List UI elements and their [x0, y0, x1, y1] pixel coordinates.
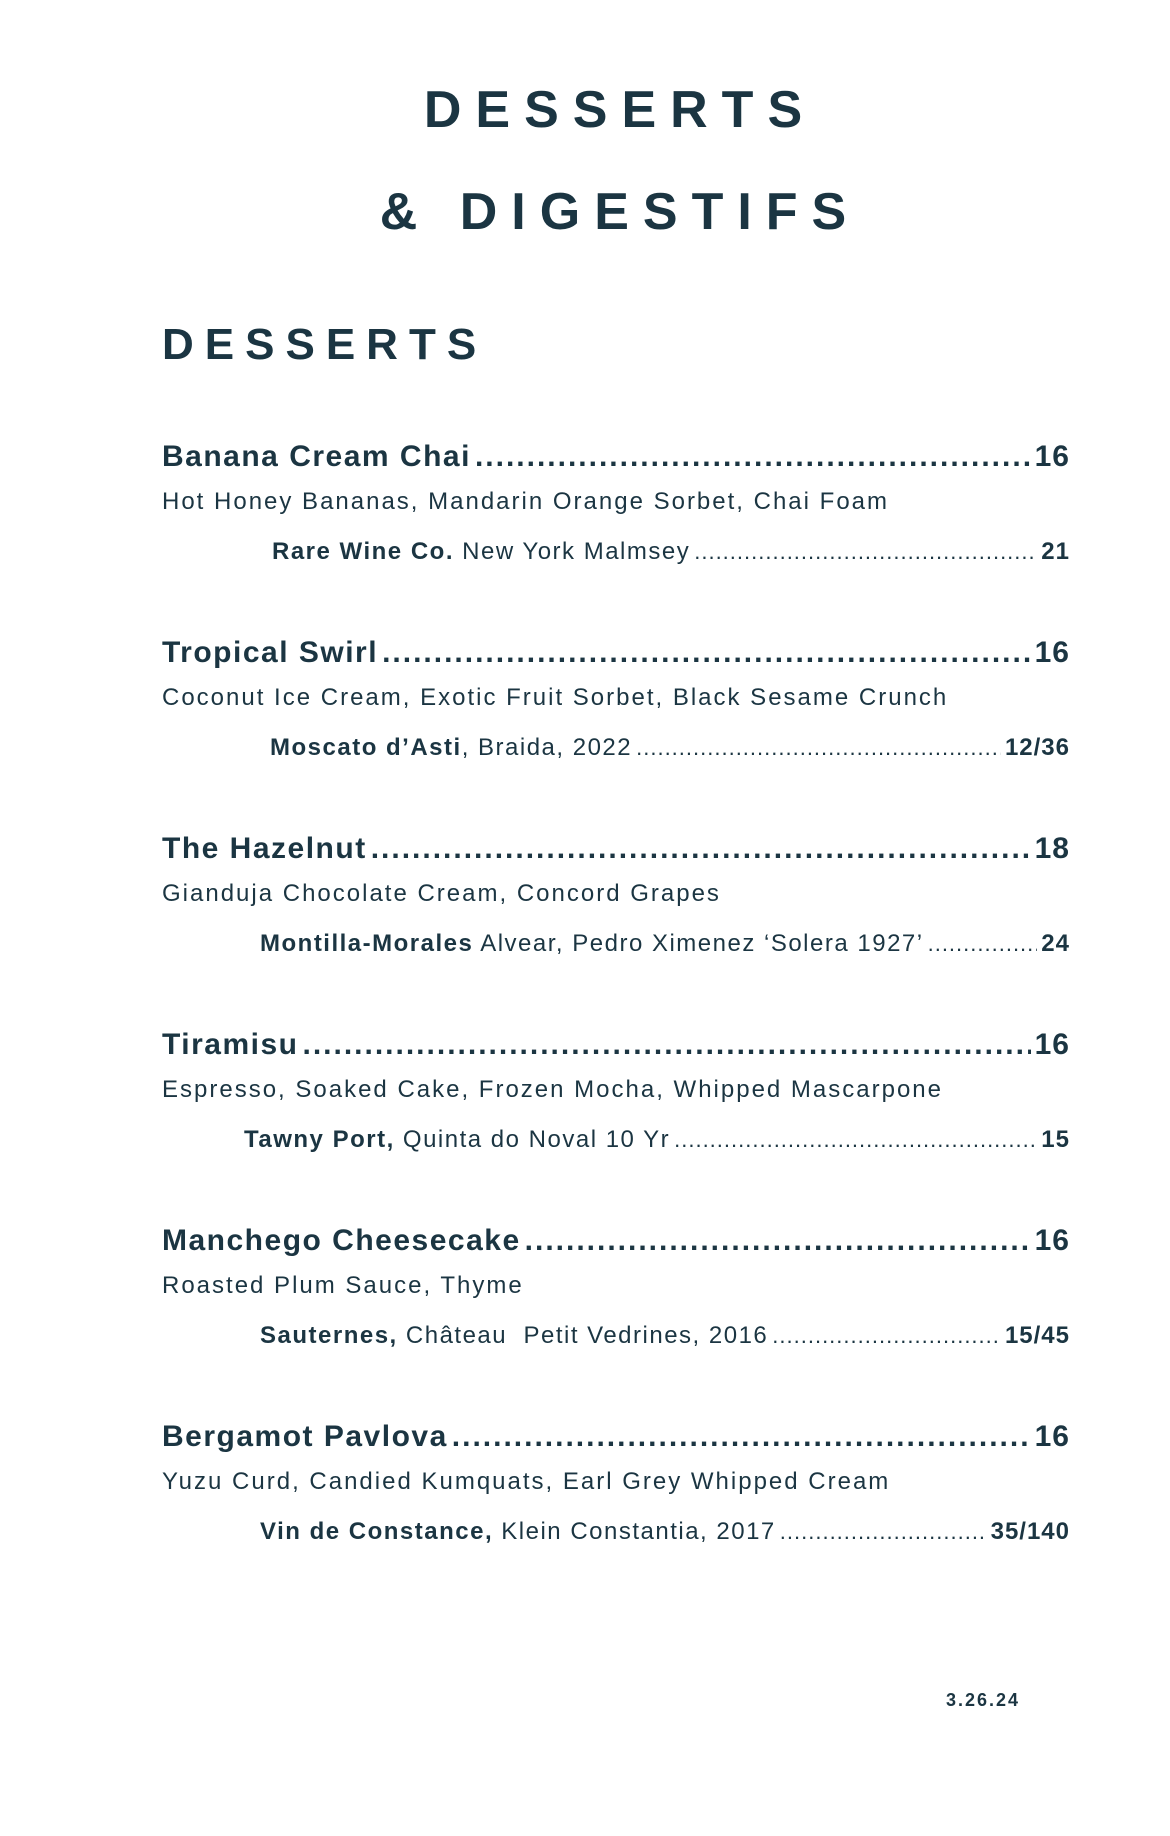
menu-item-name: The Hazelnut: [162, 832, 367, 865]
menu-item: [162, 440, 1070, 636]
leader-dots: [674, 1127, 1037, 1153]
menu-item: [162, 1224, 1070, 1420]
wine-pairing-row: [244, 1126, 1070, 1154]
menu-item: [162, 1420, 1070, 1616]
wine-pairing-row: [260, 1518, 1070, 1546]
pairing-detail: Château Petit Vedrines, 2016: [397, 1322, 769, 1349]
menu-item-description: Gianduja Chocolate Cream, Concord Grapes: [162, 880, 721, 907]
pairing-detail: , Braida, 2022: [461, 734, 633, 761]
menu-item-price: 18: [1034, 832, 1070, 865]
menu-item-description: Yuzu Curd, Candied Kumquats, Earl Grey Whipped Cream: [162, 1468, 891, 1495]
pairing-price: 24: [1041, 930, 1070, 957]
menu-item-name: Banana Cream Chai: [162, 440, 471, 473]
pairing-name: Tawny Port,: [244, 1126, 395, 1153]
pairing-name: Rare Wine Co.: [272, 538, 454, 565]
menu-item-name: Manchego Cheesecake: [162, 1224, 521, 1257]
menu-item-description: Hot Honey Bananas, Mandarin Orange Sorbet, Chai Foam: [162, 488, 890, 515]
wine-pairing-row: [272, 538, 1070, 566]
menu-item: [162, 636, 1070, 832]
menu-item-row: [162, 636, 1070, 670]
leader-dots: [303, 1028, 1031, 1062]
pairing-price: 15/45: [1004, 1322, 1070, 1349]
page-title-line-2: & DIGESTIFS: [379, 183, 861, 241]
menu-item-price: 16: [1034, 440, 1070, 473]
leader-dots: [382, 636, 1031, 670]
pairing-detail: Klein Constantia, 2017: [493, 1518, 776, 1545]
leader-dots: [636, 735, 1001, 761]
menu-item-description: Espresso, Soaked Cake, Frozen Mocha, Whipped Mascarpone: [162, 1076, 944, 1103]
menu-item-name: Tiramisu: [162, 1028, 299, 1061]
menu-date: 3.26.24: [946, 1690, 1021, 1710]
leader-dots: [694, 539, 1037, 565]
leader-dots: [475, 440, 1031, 474]
menu-item-row: [162, 1224, 1070, 1258]
menu-item-row: [162, 832, 1070, 866]
wine-pairing-row: [270, 734, 1070, 762]
menu-item-description: Coconut Ice Cream, Exotic Fruit Sorbet, Black Sesame Crunch: [162, 684, 949, 711]
leader-dots: [928, 931, 1038, 957]
pairing-price: 35/140: [990, 1518, 1070, 1545]
dessert-menu-list: [162, 440, 1070, 1616]
page-title-line-1: DESSERTS: [423, 81, 817, 139]
wine-pairing-row: [260, 930, 1070, 958]
menu-item-price: 16: [1034, 1028, 1070, 1061]
wine-pairing-row: [260, 1322, 1070, 1350]
menu-item-price: 16: [1034, 1224, 1070, 1257]
menu-item-row: [162, 1028, 1070, 1062]
leader-dots: [525, 1224, 1031, 1258]
menu-item-name: Tropical Swirl: [162, 636, 379, 669]
leader-dots: [371, 832, 1031, 866]
pairing-detail: New York Malmsey: [453, 538, 691, 565]
menu-item-price: 16: [1034, 636, 1070, 669]
pairing-price: 15: [1041, 1126, 1070, 1153]
menu-item-row: [162, 1420, 1070, 1454]
menu-item-description: Roasted Plum Sauce, Thyme: [162, 1272, 524, 1299]
pairing-name: Montilla-Morales: [260, 930, 474, 957]
pairing-price: 21: [1041, 538, 1070, 565]
leader-dots: [452, 1420, 1031, 1454]
pairing-detail: Quinta do Noval 10 Yr: [394, 1126, 671, 1153]
pairing-name: Vin de Constance,: [260, 1518, 494, 1545]
pairing-name: Sauternes,: [260, 1322, 398, 1349]
section-title-desserts: DESSERTS: [162, 320, 488, 369]
menu-item-row: [162, 440, 1070, 474]
leader-dots: [780, 1519, 987, 1545]
menu-item: [162, 832, 1070, 1028]
pairing-detail: Alvear, Pedro Ximenez ‘Solera 1927’: [473, 930, 924, 957]
menu-item: [162, 1028, 1070, 1224]
menu-item-name: Bergamot Pavlova: [162, 1420, 448, 1453]
pairing-price: 12/36: [1004, 734, 1070, 761]
menu-item-price: 16: [1034, 1420, 1070, 1453]
leader-dots: [772, 1323, 1001, 1349]
pairing-name: Moscato d’Asti: [270, 734, 462, 761]
